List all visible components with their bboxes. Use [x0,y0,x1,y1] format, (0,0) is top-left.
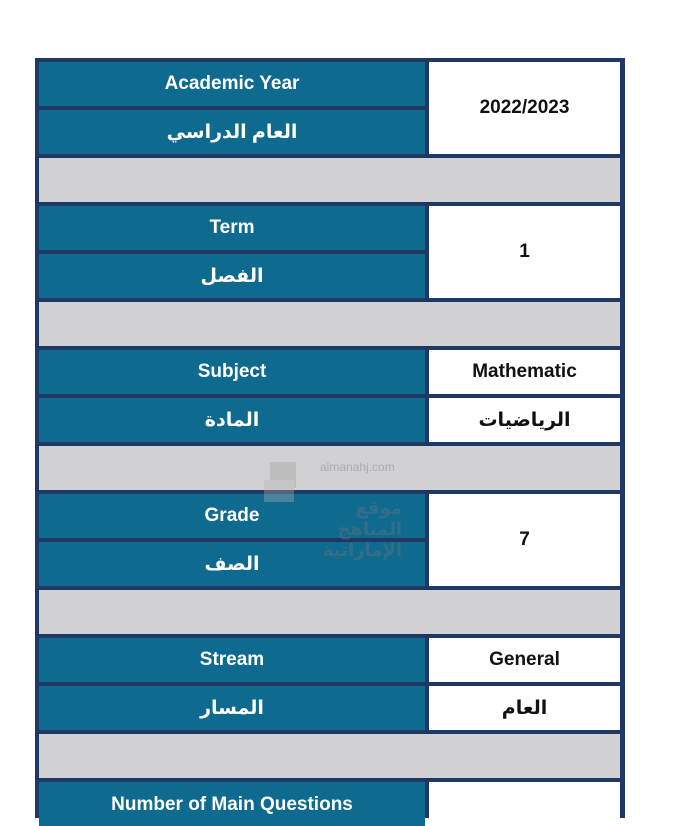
term-label: Term [39,206,425,250]
academic-year-value: 2022/2023 [429,62,620,154]
stream-value: General [429,638,620,682]
grade-label: Grade [39,494,425,538]
academic-year-label: Academic Year [39,62,425,106]
separator-row [39,446,620,490]
subject-value-ar: الرياضيات [429,398,620,442]
stream-label: Stream [39,638,425,682]
term-label-ar: الفصل [39,254,425,298]
number-of-main-questions-value [429,782,620,826]
separator-row [39,158,620,202]
watermark-arabic: موقع المناهج الإماراتية [322,498,402,560]
subject-value: Mathematic [429,350,620,394]
stream-value-ar: العام [429,686,620,730]
stream-label-ar: المسار [39,686,425,730]
subject-label-ar: المادة [39,398,425,442]
info-table [35,58,625,818]
separator-row [39,302,620,346]
separator-row [39,734,620,778]
term-value: 1 [429,206,620,298]
separator-row [39,590,620,634]
number-of-main-questions-label: Number of Main Questions [39,782,425,826]
academic-year-label-ar: العام الدراسي [39,110,425,154]
watermark-domain: almanahj.com [320,460,395,474]
grade-label-ar: الصف [39,542,425,586]
subject-label: Subject [39,350,425,394]
grade-value: 7 [429,494,620,586]
